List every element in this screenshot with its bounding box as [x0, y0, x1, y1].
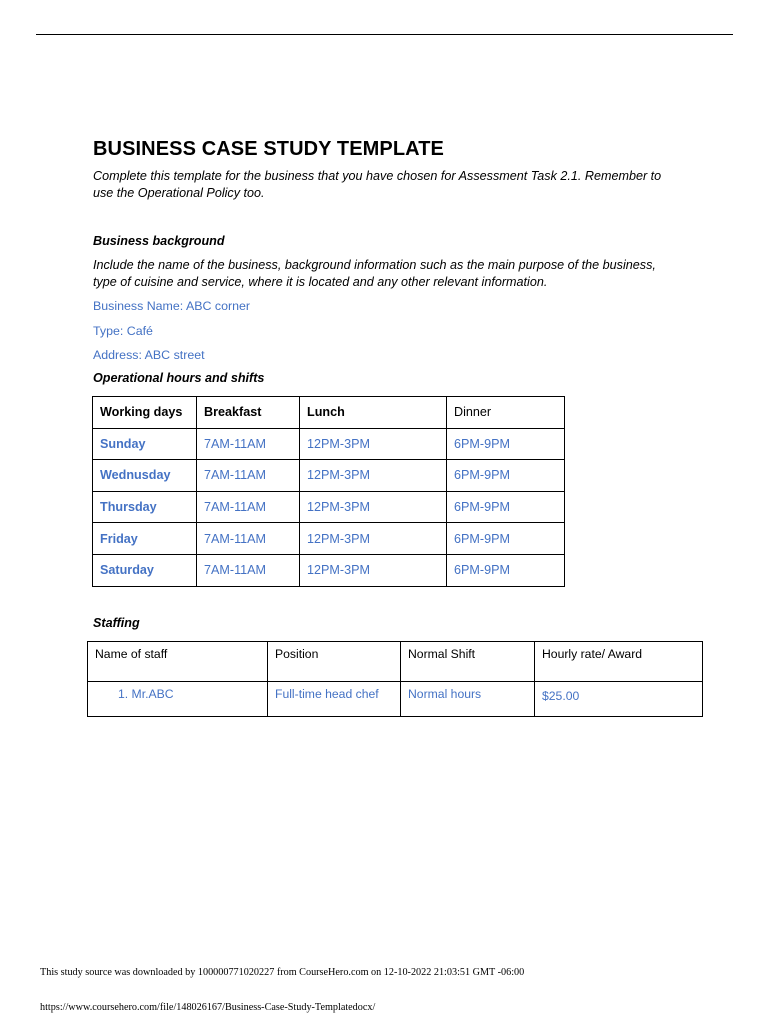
breakfast-cell: 7AM-11AM — [197, 523, 300, 555]
day-cell: Sunday — [93, 428, 197, 460]
staffing-table — [87, 641, 703, 717]
lunch-cell: 12PM-3PM — [300, 554, 447, 586]
header-name-of-staff: Name of staff — [88, 642, 268, 682]
dinner-cell: 6PM-9PM — [447, 523, 565, 555]
dinner-cell: 6PM-9PM — [447, 460, 565, 492]
staff-name: 1. Mr.ABC — [118, 687, 174, 701]
header-hourly-rate: Hourly rate/ Award — [535, 642, 703, 682]
header-position: Position — [268, 642, 401, 682]
staff-rate-cell: $25.00 — [535, 682, 703, 717]
table-row — [93, 460, 565, 492]
header-breakfast: Breakfast — [197, 397, 300, 429]
staff-shift-cell: Normal hours — [401, 682, 535, 717]
business-name-field: Business Name: ABC corner — [93, 299, 251, 313]
source-url[interactable]: https://www.coursehero.com/file/148026167/Business-Case-Study-Templatedocx/ — [40, 1002, 376, 1013]
dinner-cell: 6PM-9PM — [447, 554, 565, 586]
download-source-notice: This study source was downloaded by 100000771020227 from CourseHero.com on 12-10-2022 21:03:51 GMT -06:00 — [40, 967, 525, 978]
breakfast-cell: 7AM-11AM — [197, 460, 300, 492]
breakfast-cell: 7AM-11AM — [197, 428, 300, 460]
header-working-days: Working days — [93, 397, 197, 429]
top-divider — [36, 34, 733, 35]
business-background-heading: Business background — [93, 234, 225, 248]
day-cell: Thursday — [93, 491, 197, 523]
table-row — [93, 523, 565, 555]
operational-hours-table — [92, 396, 565, 587]
header-lunch: Lunch — [300, 397, 447, 429]
table-header-row — [88, 642, 703, 682]
breakfast-cell: 7AM-11AM — [197, 491, 300, 523]
lunch-cell: 12PM-3PM — [300, 428, 447, 460]
dinner-cell: 6PM-9PM — [447, 491, 565, 523]
business-type-field: Type: Café — [93, 324, 153, 338]
dinner-cell: 6PM-9PM — [447, 428, 565, 460]
table-header-row — [93, 397, 565, 429]
table-row — [88, 682, 703, 717]
lunch-cell: 12PM-3PM — [300, 460, 447, 492]
header-normal-shift: Normal Shift — [401, 642, 535, 682]
lunch-cell: 12PM-3PM — [300, 491, 447, 523]
staff-position-cell: Full-time head chef — [268, 682, 401, 717]
business-background-description: Include the name of the business, background information such as the main purpose of the business, type of cuisine and service, where it is located and any other relevant information. — [93, 258, 656, 289]
table-row — [93, 491, 565, 523]
staffing-heading: Staffing — [93, 616, 140, 630]
day-cell: Wednusday — [93, 460, 197, 492]
day-cell: Saturday — [93, 554, 197, 586]
business-address-field: Address: ABC street — [93, 348, 205, 362]
breakfast-cell: 7AM-11AM — [197, 554, 300, 586]
table-row — [93, 554, 565, 586]
operational-hours-heading: Operational hours and shifts — [93, 371, 265, 385]
table-row — [93, 428, 565, 460]
day-cell: Friday — [93, 523, 197, 555]
staff-name-cell — [88, 682, 268, 717]
lunch-cell: 12PM-3PM — [300, 523, 447, 555]
document-title: BUSINESS CASE STUDY TEMPLATE — [93, 138, 444, 160]
header-dinner: Dinner — [447, 397, 565, 429]
intro-text: Complete this template for the business that you have chosen for Assessment Task 2.1. Remember to use the Operational Policy too. — [93, 169, 662, 200]
